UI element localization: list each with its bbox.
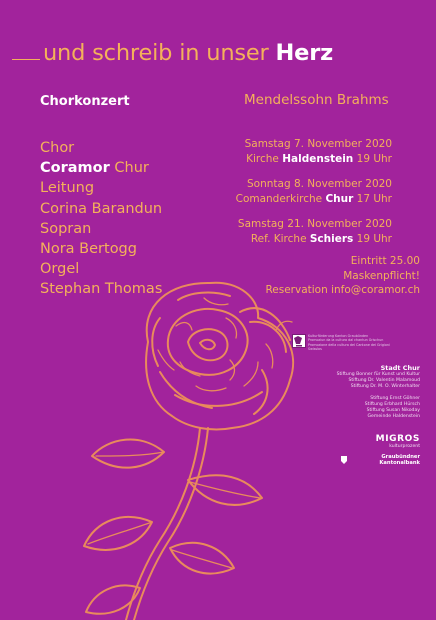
migros-wordmark: MIGROS bbox=[375, 434, 420, 444]
event-date: Samstag 7. November 2020 bbox=[244, 138, 392, 150]
organ-label: Orgel bbox=[40, 261, 80, 278]
bank-logo-icon bbox=[340, 455, 348, 465]
canton-sponsor-text bbox=[308, 334, 408, 352]
sponsor-line: Stiftung Dr. Valentin Malamoud bbox=[348, 378, 420, 383]
event-place-prefix: Comanderkirche bbox=[235, 192, 323, 205]
sponsor-line: Stiftung Susan Nikoday bbox=[366, 408, 420, 413]
sponsor-group-1 bbox=[337, 364, 420, 390]
choir-name: Coramor bbox=[40, 160, 110, 177]
canton-crest-icon bbox=[292, 334, 306, 348]
event-place-name: Haldenstein bbox=[282, 152, 354, 165]
sponsor-line: Stiftung Dr. M. O. Winterhalter bbox=[350, 384, 420, 389]
soprano-name: Nora Bertogg bbox=[40, 241, 137, 258]
sponsor-line: Swisslos bbox=[308, 347, 322, 352]
bank-name-line: Graubündner bbox=[381, 454, 420, 460]
migros-subline: kulturprozent bbox=[389, 444, 420, 449]
sponsor-group-2 bbox=[365, 396, 420, 420]
sponsor-line: Promoziun da la cultura dal chantun Grischun bbox=[308, 338, 384, 343]
event-time: 17 Uhr bbox=[356, 192, 392, 205]
event-time: 19 Uhr bbox=[356, 152, 392, 165]
lead-name: Corina Barandun bbox=[40, 200, 163, 217]
soprano-label: Sopran bbox=[40, 220, 92, 237]
event-date: Samstag 21. November 2020 bbox=[237, 218, 392, 230]
bank-logo bbox=[379, 454, 420, 466]
concert-type: Chorkonzert bbox=[40, 94, 130, 109]
choir-label: Chor bbox=[40, 140, 75, 156]
composers: Mendelssohn Brahms bbox=[244, 92, 389, 108]
lead-label: Leitung bbox=[40, 180, 95, 197]
headline-text: und schreib in unser bbox=[43, 40, 269, 66]
sponsor-line: Promozione della cultura del Cantone dei Grigioni bbox=[308, 342, 390, 347]
event-date: Sonntag 8. November 2020 bbox=[247, 178, 392, 190]
sponsor-line: Stiftung Ernst Göhner bbox=[370, 396, 420, 401]
reservation-contact: Reservation info@coramor.ch bbox=[265, 284, 420, 296]
headline-emphasis: Herz bbox=[275, 40, 334, 66]
organ-name: Stephan Thomas bbox=[40, 281, 163, 298]
event-place-prefix: Kirche bbox=[246, 152, 279, 165]
sponsor-line: Kulturförderung Kanton Graubünden bbox=[308, 334, 369, 338]
sponsor-line: Stiftung Erbhard Hürsch bbox=[364, 402, 420, 407]
city-sponsor: Stadt Chur bbox=[380, 364, 420, 372]
event-place-name: Chur bbox=[325, 192, 354, 205]
sponsor-line: Gemeinde Haldenstein bbox=[367, 414, 420, 419]
event-time: 19 Uhr bbox=[356, 232, 392, 245]
event-place-prefix: Ref. Kirche bbox=[250, 232, 307, 245]
mask-notice: Maskenpflicht! bbox=[343, 269, 420, 282]
rose-leaves bbox=[84, 440, 262, 614]
entry-price: Eintritt 25.00 bbox=[350, 255, 420, 267]
event-place-name: Schiers bbox=[309, 232, 354, 245]
migros-logo bbox=[376, 434, 420, 450]
sponsor-line: Stiftung Bonner für Kunst und Kultur bbox=[336, 372, 420, 377]
choir-city: Chur bbox=[114, 160, 149, 177]
bank-name-line: Kantonalbank bbox=[379, 460, 420, 467]
